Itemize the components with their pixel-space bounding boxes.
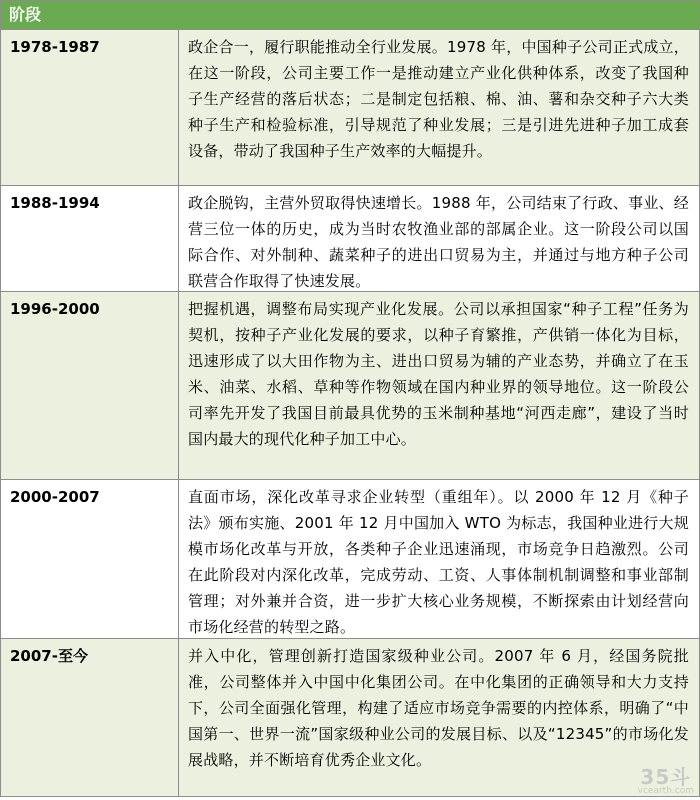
stage-description: 政企脱钩，主营外贸取得快速增长。1988 年，公司结束了行政、事业、经营三位一体的历史，成为当时农牧渔业部的部属企业。这一阶段公司以国际合作、对外制种、蔬菜种子的进出口贸易为主，并通过与地方种子公司联营合作取得了快速发展。 [188, 194, 689, 290]
stage-period: 1996-2000 [1, 292, 179, 479]
watermark-domain: vcearth.com [637, 786, 694, 796]
stage-description: 政企合一，履行职能推动全行业发展。1978 年，中国种子公司正式成立，在这一阶段，公司主要工作一是推动建立产业化供种体系，改变了我国种子生产经营的落后状态；二是制定包括粮、棉、油、薯和杂交种子六大类种子生产和检验标准，引导规范了种业发展；三是引进先进种子加工成套设备，带动了我国种子生产效率的大幅提升。 [188, 38, 689, 160]
stage-period: 1978-1987 [1, 30, 179, 185]
table-row [1, 639, 699, 797]
table-row [1, 30, 699, 186]
stage-description: 把握机遇，调整布局实现产业化发展。公司以承担国家“种子工程”任务为契机，按种子产业化发展的要求，以种子育繁推，产供销一体化为目标，迅速形成了以大田作物为主、进出口贸易为辅的产业态势，并确立了在玉米、油菜、水稻、草种等作物领域在国内种业界的领导地位。这一阶段公司率先开发了我国目前最具优势的玉米制种基地“河西走廊”，建设了当时国内最大的现代化种子加工中心。 [188, 300, 689, 448]
stage-period: 2007-至今 [1, 639, 179, 796]
table-header: 阶段 [1, 0, 699, 30]
stage-period: 1988-1994 [1, 186, 179, 291]
stage-period: 2000-2007 [1, 480, 179, 638]
watermark-logo-text: 35斗 [640, 765, 692, 789]
table-row [1, 186, 699, 292]
table-row [1, 480, 699, 639]
stage-description: 直面市场，深化改革寻求企业转型（重组年）。以 2000 年 12 月《种子法》颁布实施、2001 年 12 月中国加入 WTO 为标志，我国种业进行大规模市场化改革与开放，各类种子企业迅速涌现，市场竞争日趋激烈。公司在此阶段对内深化改革，完成劳动、工资、人事体制机制调整和事业部制管理；对外兼并合资，进一步扩大核心业务规模，不断探索由计划经营向市场化经营的转型之路。 [188, 488, 689, 636]
site-watermark [638, 767, 694, 796]
table-row [1, 292, 699, 480]
stage-description: 并入中化，管理创新打造国家级种业公司。2007 年 6 月，经国务院批准，公司整体并入中国中化集团公司。在中化集团的正确领导和大力支持下，公司全面强化管理，构建了适应市场竞争需要的内控体系，明确了“中国第一、世界一流”国家级种业公司的发展目标、以及“12345”的市场化发展战略，并不断培育优秀企业文化。 [188, 647, 689, 769]
